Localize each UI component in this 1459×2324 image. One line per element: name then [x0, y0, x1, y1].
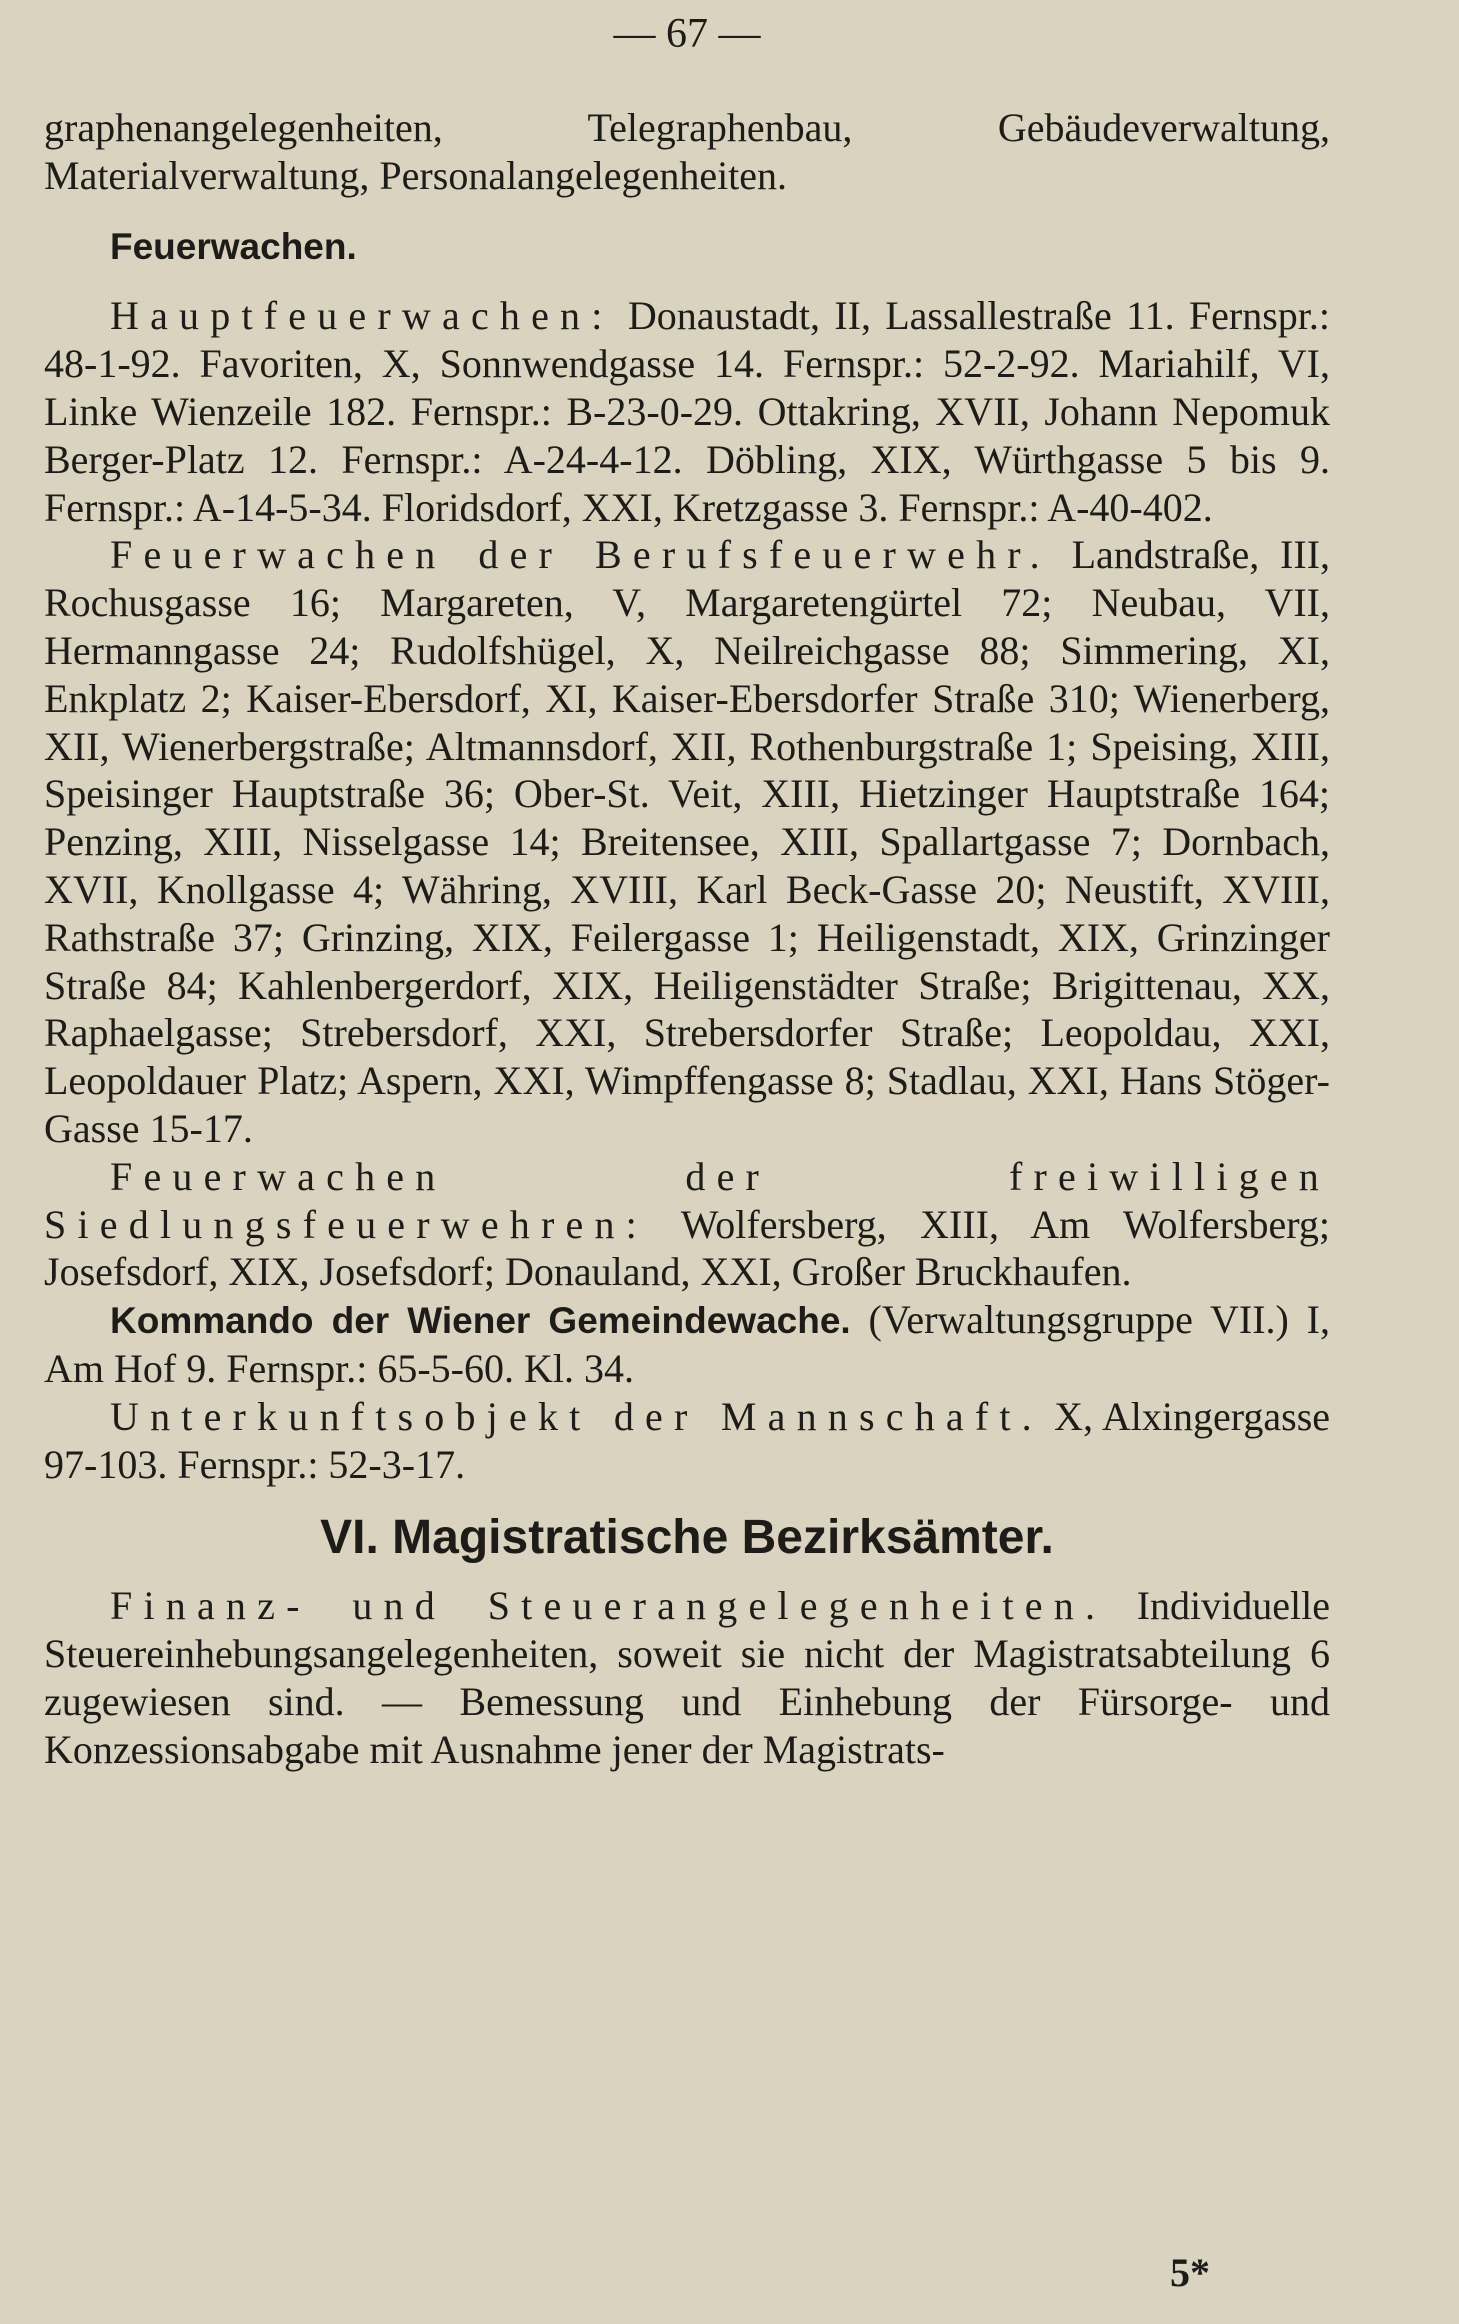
intro-paragraph: graphenangelegenheiten, Telegraphenbau, Gebäudeverwaltung, Materialverwaltung, Personalangelegenheiten. — [44, 105, 1330, 198]
siedlungsfeuerwehren-paragraph — [44, 1153, 1330, 1296]
page-body — [44, 104, 1330, 1774]
berufsfeuerwehr-text: Landstraße, III, Rochusgasse 16; Margareten, V, Margaretengürtel 72; Neubau, VII, Hermanngasse 24; Rudolfshügel, X, Neilreichgasse 88; Simmering, XI, Enkplatz 2; Kaiser-Ebersdorf, XI, Kaiser-Ebersdorfer Straße 310; Wienerberg, XII, Wienerbergstraße; Altmannsdorf, XII, Rothenburgstraße 1; Speising, XIII, Speisinger Hauptstraße 36; Ober-St. Veit, XIII, Hietzinger Hauptstraße 164; Penzing, XIII, Nisselgasse 14; Breitensee, XIII, Spallartgasse 7; Dornbach, XVII, Knollgasse 4; Währing, XVIII, Karl Beck-Gasse 20; Neustift, XVIII, Rathstraße 37; Grinzing, XIX, Feilergasse 1; Heiligenstadt, XIX, Grinzinger Straße 84; Kahlenbergerdorf, XIX, Heiligenstädter Straße; Brigittenau, XX, Raphaelgasse; Strebersdorf, XXI, Strebersdorfer Straße; Leopoldau, XXI, Leopoldauer Platz; Aspern, XXI, Wimpffengasse 8; Stadlau, XXI, Hans Stöger-Gasse 15-17. — [44, 532, 1331, 1151]
berufsfeuerwehr-label: Feuerwachen der Berufsfeuerwehr. — [110, 532, 1051, 578]
hauptfeuerwachen-label: Hauptfeuerwachen: — [110, 293, 614, 339]
unterkunft-paragraph — [44, 1393, 1330, 1489]
finanz-label: Finanz- und Steuerangelegenheiten. — [110, 1583, 1107, 1629]
signature-mark: 5* — [1170, 2250, 1210, 2295]
book-page — [44, 0, 1330, 2324]
feuerwachen-section — [44, 222, 1330, 271]
siedlungsfeuerwehren-label: Feuerwachen der freiwilligen Siedlungsfeuerwehren: — [44, 1153, 1330, 1247]
hauptfeuerwachen-paragraph — [44, 292, 1330, 531]
hauptfeuerwachen-text: Donaustadt, II, Lassallestraße 11. Fernspr.: 48-1-92. Favoriten, X, Sonnwendgasse 14. Fernspr.: 52-2-92. Mariahilf, VI, Linke Wienzeile 182. Fernspr.: B-23-0-29. Ottakring, XVII, Johann Nepomuk Berger-Platz 12. Fernspr.: A-24-4-12. Döbling, XIX, Würthgasse 5 bis 9. Fernspr.: A-14-5-34. Floridsdorf, XXI, Kretzgasse 3. Fernspr.: A-40-402. — [44, 293, 1330, 530]
page-number: — 67 — — [613, 11, 761, 57]
chapter-heading: VI. Magistratische Bezirksämter. — [320, 1511, 1054, 1565]
unterkunft-text: X, Alxingergasse 97-103. Fernspr.: 52-3-17. — [44, 1393, 1331, 1487]
kommando-paragraph — [44, 1296, 1330, 1393]
kommando-label: Kommando der Wiener Gemeindewache. — [110, 1300, 851, 1342]
finanz-text: Individuelle Steuereinhebungsangelegenheiten, soweit sie nicht der Magistratsabteilung 6 zugewiesen sind. — Bemessung und Einhebung der Fürsorge- und Konzessionsabgabe mit Ausnahme jener der Magistrats- — [44, 1583, 1330, 1772]
siedlungsfeuerwehren-text: Wolfersberg, XIII, Am Wolfersberg; Josefsdorf, XIX, Josefsdorf; Donauland, XXI, Großer Bruckhaufen. — [44, 1201, 1330, 1295]
kommando-text: (Verwaltungsgruppe VII.) I, Am Hof 9. Fernspr.: 65-5-60. Kl. 34. — [44, 1297, 1330, 1391]
unterkunft-label: Unterkunftsobjekt der Mannschaft. — [110, 1393, 1043, 1439]
berufsfeuerwehr-paragraph — [44, 531, 1330, 1152]
finanz-paragraph — [44, 1582, 1330, 1773]
section-heading-feuerwachen: Feuerwachen. — [110, 225, 357, 267]
